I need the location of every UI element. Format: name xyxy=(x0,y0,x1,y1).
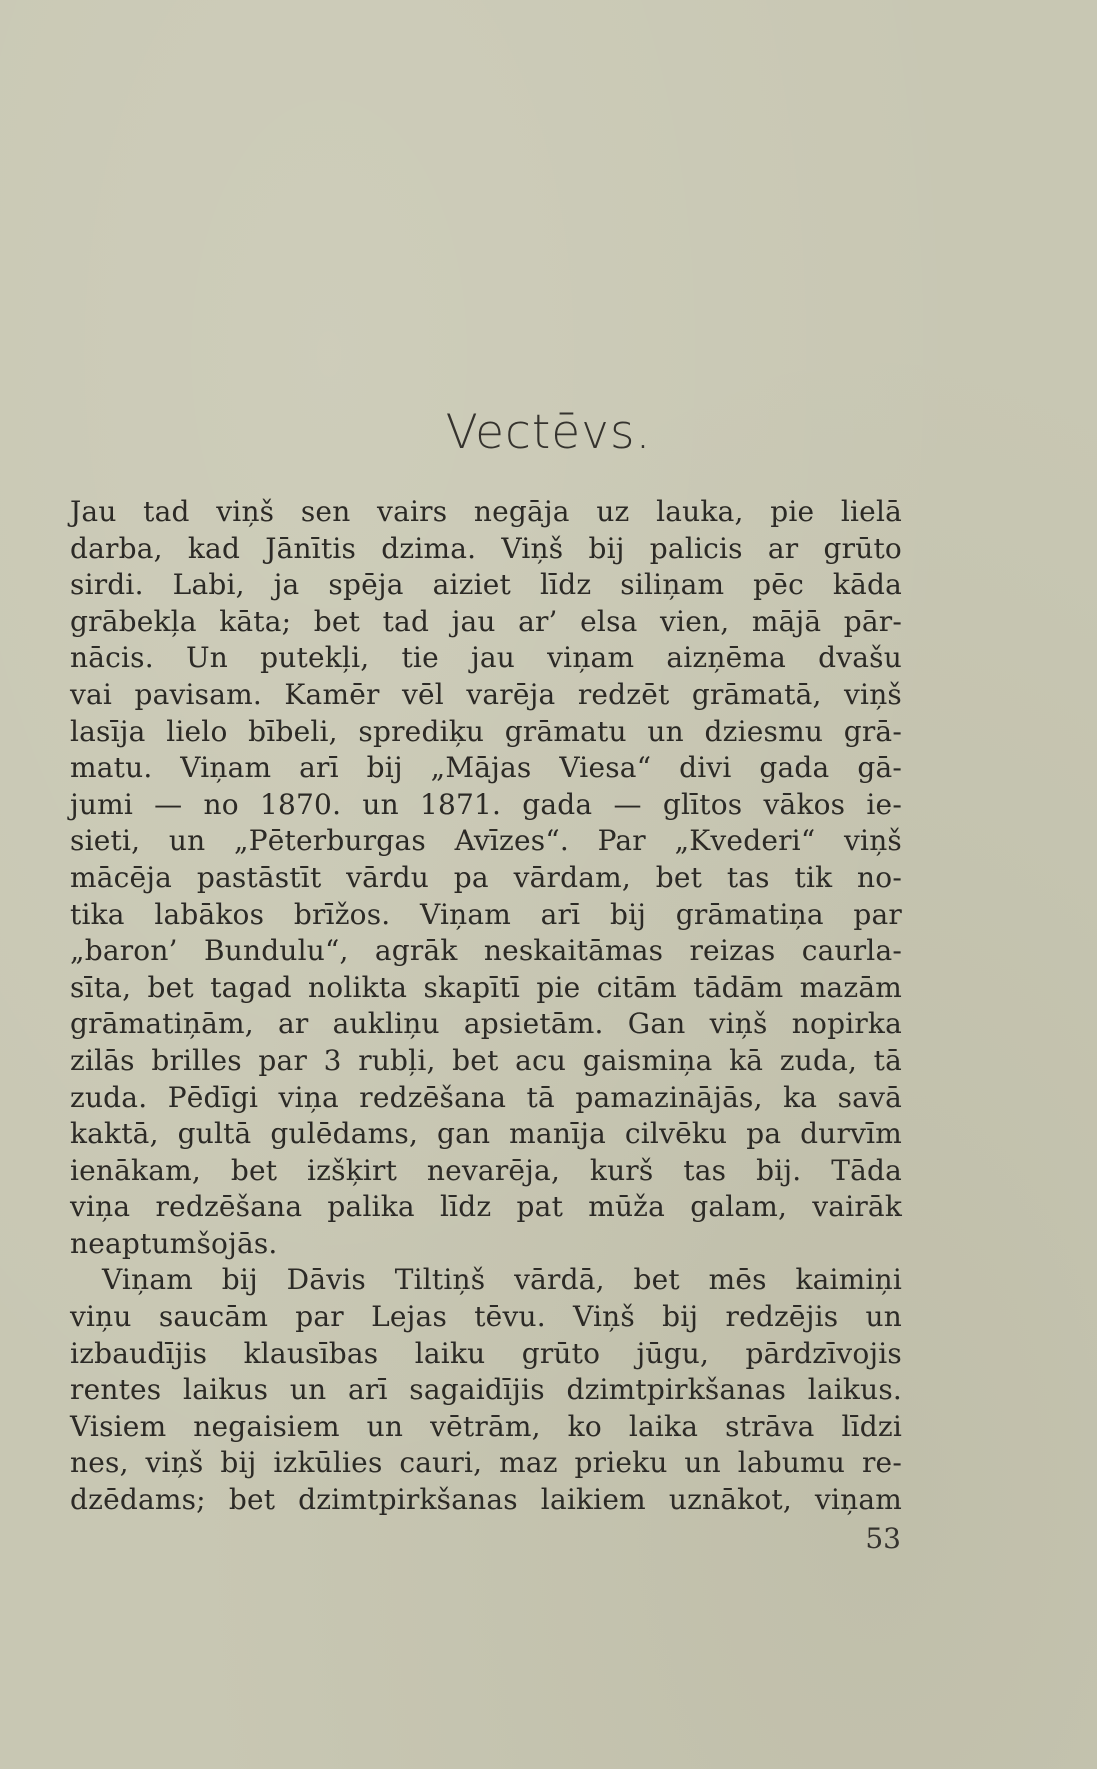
text-line: viņu saucām par Lejas tēvu. Viņš bij redzējis un xyxy=(70,1300,902,1334)
text-line: izbaudījis klausības laiku grūto jūgu, pārdzīvojis xyxy=(70,1336,902,1370)
text-line: sīta, bet tagad nolikta skapītī pie citām tādām mazām xyxy=(70,970,902,1004)
text-line: zuda. Pēdīgi viņa redzēšana tā pamazinājās, ka savā xyxy=(70,1080,902,1114)
body-text xyxy=(70,494,902,1519)
paragraph xyxy=(70,1262,902,1518)
text-line: grābekļa kāta; bet tad jau ar’ elsa vien, mājā pār- xyxy=(70,604,902,638)
text-line: darba, kad Jānītis dzima. Viņš bij palicis ar grūto xyxy=(70,531,902,565)
text-line: nes, viņš bij izkūlies cauri, maz prieku un labumu re- xyxy=(70,1446,902,1480)
text-line: sirdi. Labi, ja spēja aiziet līdz siliņam pēc kāda xyxy=(70,568,902,602)
text-line: sieti, un „Pēterburgas Avīzes“. Par „Kvederi“ viņš xyxy=(70,824,902,858)
text-line: grāmatiņām, ar aukliņu apsietām. Gan viņš nopirka xyxy=(70,1007,902,1041)
chapter-title: Vectēvs. xyxy=(445,405,652,460)
text-line: kaktā, gultā gulēdams, gan manīja cilvēku pa durvīm xyxy=(70,1117,902,1151)
text-line: ienākam, bet izšķirt nevarēja, kurš tas bij. Tāda xyxy=(70,1153,902,1187)
text-line: rentes laikus un arī sagaidījis dzimtpirkšanas laikus. xyxy=(70,1373,902,1407)
text-line: „baron’ Bundulu“, agrāk neskaitāmas reizas caurla- xyxy=(70,934,902,968)
page-number: 53 xyxy=(865,1522,901,1555)
text-line: lasīja lielo bībeli, sprediķu grāmatu un dziesmu grā- xyxy=(70,714,902,748)
text-line: matu. Viņam arī bij „Mājas Viesa“ divi gada gā- xyxy=(70,751,902,785)
text-line: tika labākos brīžos. Viņam arī bij grāmatiņa par xyxy=(70,897,902,931)
text-line: dzēdams; bet dzimtpirkšanas laikiem uznākot, viņam xyxy=(70,1483,902,1517)
text-line: Jau tad viņš sen vairs negāja uz lauka, pie lielā xyxy=(70,495,902,528)
text-line: zilās brilles par 3 rubļi, bet acu gaismiņa kā zuda, tā xyxy=(70,1043,902,1077)
text-line: jumi — no 1870. un 1871. gada — glītos vākos ie- xyxy=(70,787,902,821)
text-line: neaptumšojās. xyxy=(70,1226,278,1260)
text-line: viņa redzēšana palika līdz pat mūža galam, vairāk xyxy=(70,1190,902,1224)
text-line: mācēja pastāstīt vārdu pa vārdam, bet tas tik no- xyxy=(70,860,902,894)
text-line: nācis. Un putekļi, tie jau viņam aizņēma dvašu xyxy=(70,641,902,675)
text-line: Viņam bij Dāvis Tiltiņš vārdā, bet mēs kaimiņi xyxy=(102,1263,902,1297)
text-line: vai pavisam. Kamēr vēl varēja redzēt grāmatā, viņš xyxy=(70,677,902,711)
text-line: Visiem negaisiem un vētrām, ko laika strāva līdzi xyxy=(70,1409,902,1443)
paragraph xyxy=(70,494,902,1262)
